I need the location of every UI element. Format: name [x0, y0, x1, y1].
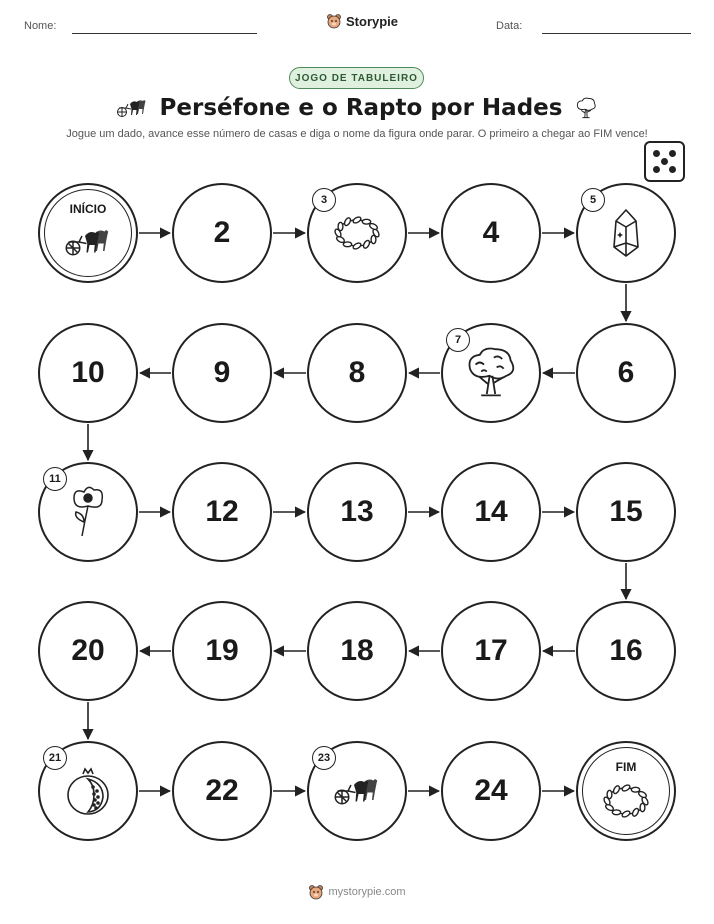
chariot-icon	[64, 225, 112, 259]
board-space-11	[38, 462, 138, 562]
board-space-22	[172, 741, 272, 841]
space-number: 9	[213, 356, 231, 389]
space-number: 6	[617, 356, 635, 389]
board-space-16	[576, 601, 676, 701]
board-space-2	[172, 183, 272, 283]
space-number: 17	[474, 634, 508, 667]
space-number: 15	[609, 495, 643, 528]
space-number: 10	[71, 356, 105, 389]
space-number: 24	[474, 774, 508, 807]
finish-label: FIM	[615, 760, 637, 774]
date-label: Data:	[496, 20, 523, 32]
space-number-badge: 21	[43, 746, 67, 770]
space-number-badge: 7	[446, 328, 470, 352]
space-number: 8	[348, 356, 366, 389]
board-space-5	[576, 183, 676, 283]
flower-icon	[66, 484, 110, 540]
board-space-1	[38, 183, 138, 283]
space-number: 16	[609, 634, 643, 667]
space-number: 19	[205, 634, 239, 667]
footer-url[interactable]: mystorypie.com	[328, 886, 406, 898]
board-space-14	[441, 462, 541, 562]
instructions: Jogue um dado, avance esse número de casas e diga o nome da figura onde parar. O primeiro a chegar ao FIM vence!	[66, 128, 648, 140]
brand-name: Storypie	[346, 13, 399, 29]
board-space-19	[172, 601, 272, 701]
board-space-8	[307, 323, 407, 423]
crystal-icon	[608, 207, 644, 259]
board-space-12	[172, 462, 272, 562]
space-number: 12	[205, 495, 239, 528]
name-label: Nome:	[24, 20, 57, 32]
board-space-10	[38, 323, 138, 423]
space-number: 18	[340, 634, 374, 667]
space-number-badge: 11	[43, 467, 67, 491]
board-space-7	[441, 323, 541, 423]
tree-icon	[463, 345, 519, 401]
board-space-20	[38, 601, 138, 701]
game-type-badge: JOGO DE TABULEIRO	[289, 67, 424, 89]
space-number-badge: 23	[312, 746, 336, 770]
board-space-18	[307, 601, 407, 701]
wreath-icon	[600, 781, 652, 821]
board-space-25	[576, 741, 676, 841]
page-title: Perséfone e o Rapto por Hades	[159, 95, 563, 121]
space-number: 22	[205, 774, 239, 807]
space-number: 14	[474, 495, 508, 528]
board-space-6	[576, 323, 676, 423]
space-number: 20	[71, 634, 105, 667]
bear-icon	[308, 884, 324, 900]
board-space-15	[576, 462, 676, 562]
space-number: 2	[213, 216, 231, 249]
space-number-badge: 5	[581, 188, 605, 212]
space-number-badge: 3	[312, 188, 336, 212]
board-space-17	[441, 601, 541, 701]
board-space-3	[307, 183, 407, 283]
pomegranate-icon	[63, 765, 113, 817]
wreath-icon	[331, 213, 383, 253]
board-space-23	[307, 741, 407, 841]
space-number: 13	[340, 495, 374, 528]
start-label: INÍCIO	[69, 202, 107, 216]
chariot-icon	[333, 774, 381, 808]
space-number: 4	[482, 216, 500, 249]
board-space-4	[441, 183, 541, 283]
board-space-21	[38, 741, 138, 841]
board-space-13	[307, 462, 407, 562]
footer	[0, 884, 714, 900]
board-space-9	[172, 323, 272, 423]
board-space-24	[441, 741, 541, 841]
